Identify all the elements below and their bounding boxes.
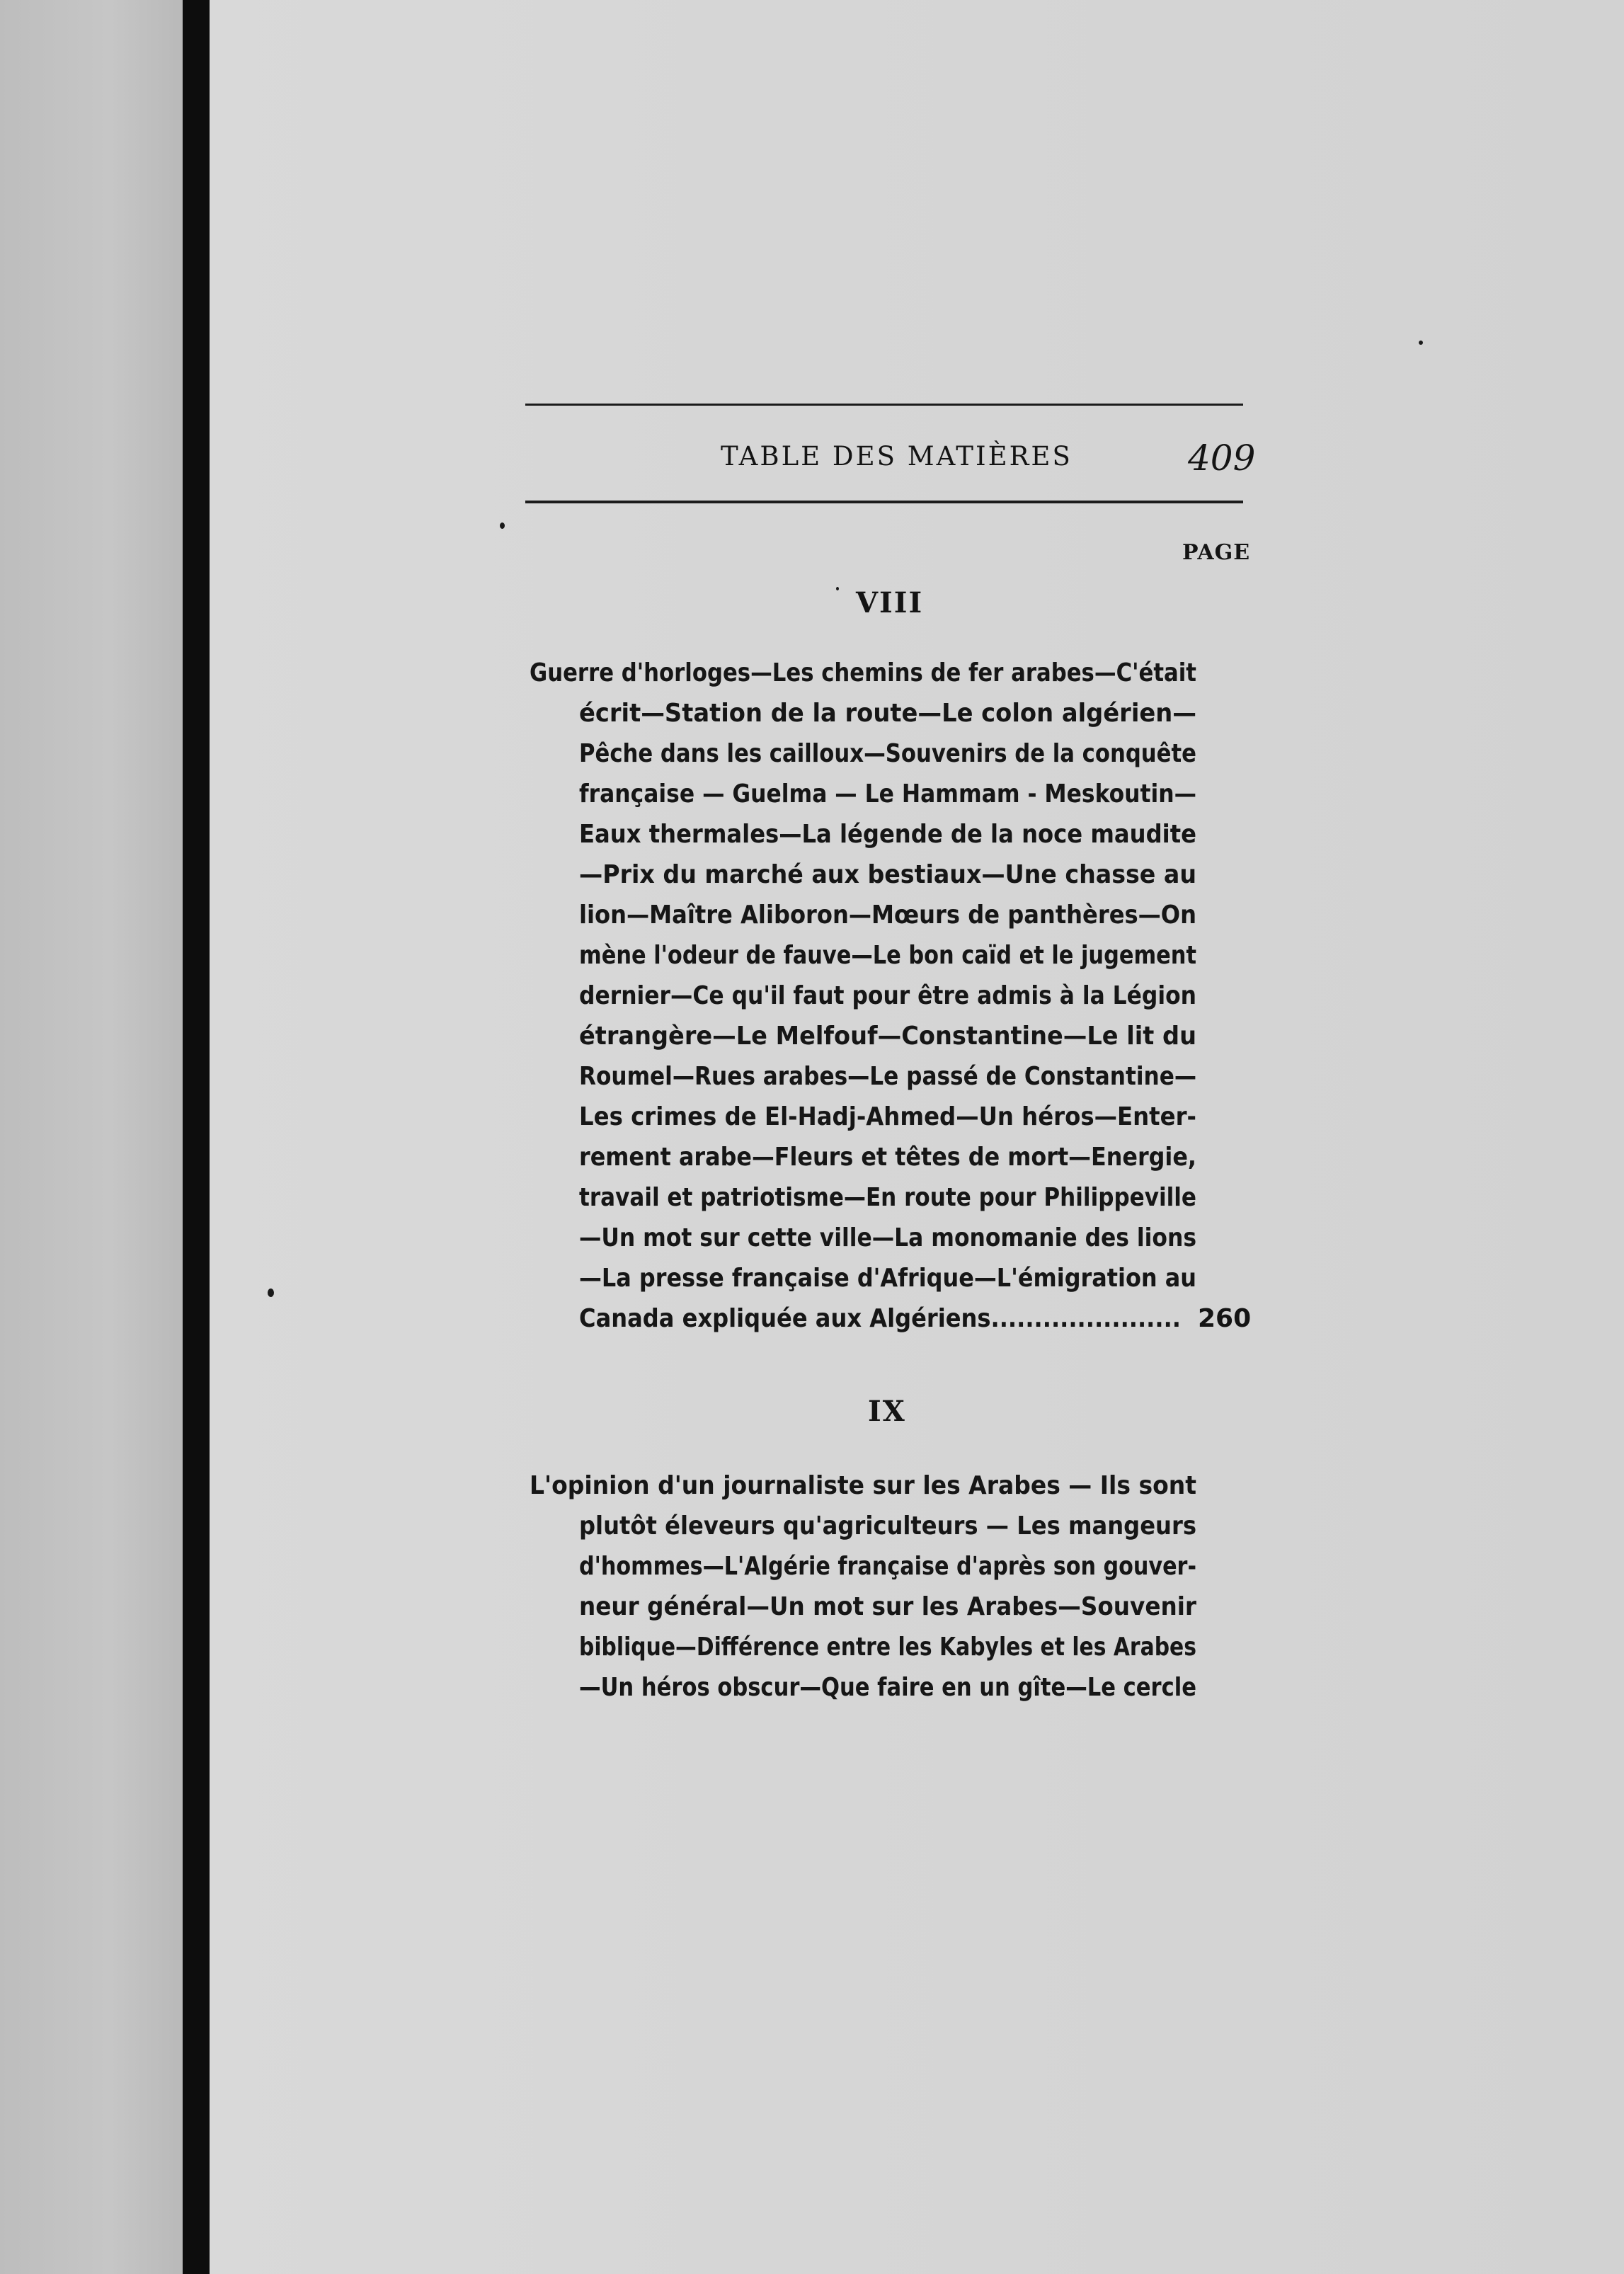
page-column-label: PAGE — [1182, 540, 1251, 565]
book-gutter — [183, 0, 210, 2274]
ink-speck — [268, 1289, 274, 1297]
toc-line: écrit—Station de la route—Le colon algérien— — [579, 699, 1196, 728]
ink-speck — [500, 522, 505, 529]
page — [210, 0, 1624, 2274]
toc-line: Eaux thermales—La légende de la noce maudite — [579, 820, 1196, 849]
toc-line: Guerre d'horloges—Les chemins de fer arabes—C'était — [530, 658, 1196, 687]
toc-line: —La presse française d'Afrique—L'émigration au — [579, 1264, 1196, 1293]
toc-line: lion—Maître Aliboron—Mœurs de panthères—On — [579, 901, 1196, 930]
toc-line: L'opinion d'un journaliste sur les Arabes — Ils sont — [530, 1471, 1196, 1500]
ink-speck — [1419, 341, 1423, 345]
toc-line: Pêche dans les cailloux—Souvenirs de la conquête — [579, 739, 1196, 768]
toc-line: d'hommes—L'Algérie française d'après son gouver- — [579, 1552, 1196, 1581]
toc-line: mène l'odeur de fauve—Le bon caïd et le jugement — [579, 941, 1196, 970]
header-rule-bottom — [525, 501, 1243, 503]
section-heading-viii: VIII — [856, 586, 924, 619]
toc-line: —Un mot sur cette ville—La monomanie des lions — [579, 1223, 1196, 1252]
toc-line: biblique—Différence entre les Kabyles et les Arabes — [579, 1633, 1196, 1662]
toc-line: travail et patriotisme—En route pour Philippeville — [579, 1183, 1196, 1212]
toc-page-number: 260 — [1198, 1304, 1252, 1333]
toc-line: Roumel—Rues arabes—Le passé de Constantine— — [579, 1062, 1196, 1091]
toc-line: —Un héros obscur—Que faire en un gîte—Le cercle — [579, 1673, 1196, 1702]
header-rule-top — [525, 404, 1243, 406]
facing-page — [0, 0, 183, 2274]
toc-line: neur général—Un mot sur les Arabes—Souvenir — [579, 1592, 1196, 1621]
section-heading-ix: IX — [868, 1395, 906, 1428]
toc-line: —Prix du marché aux bestiaux—Une chasse au — [579, 860, 1196, 889]
toc-line: étrangère—Le Melfouf—Constantine—Le lit du — [579, 1022, 1196, 1051]
running-head: TABLE DES MATIÈRES — [721, 441, 1073, 472]
page-number: 409 — [1188, 438, 1256, 479]
toc-line: Les crimes de El-Hadj-Ahmed—Un héros—Enter- — [579, 1102, 1196, 1131]
toc-line: Canada expliquée aux Algériens...................... — [579, 1304, 1181, 1333]
toc-line: rement arabe—Fleurs et têtes de mort—Energie, — [579, 1143, 1196, 1172]
ink-speck — [836, 587, 839, 590]
toc-line: dernier—Ce qu'il faut pour être admis à la Légion — [579, 981, 1196, 1010]
toc-line: française — Guelma — Le Hammam - Meskoutin— — [579, 779, 1196, 809]
toc-line: plutôt éleveurs qu'agriculteurs — Les mangeurs — [579, 1512, 1196, 1541]
